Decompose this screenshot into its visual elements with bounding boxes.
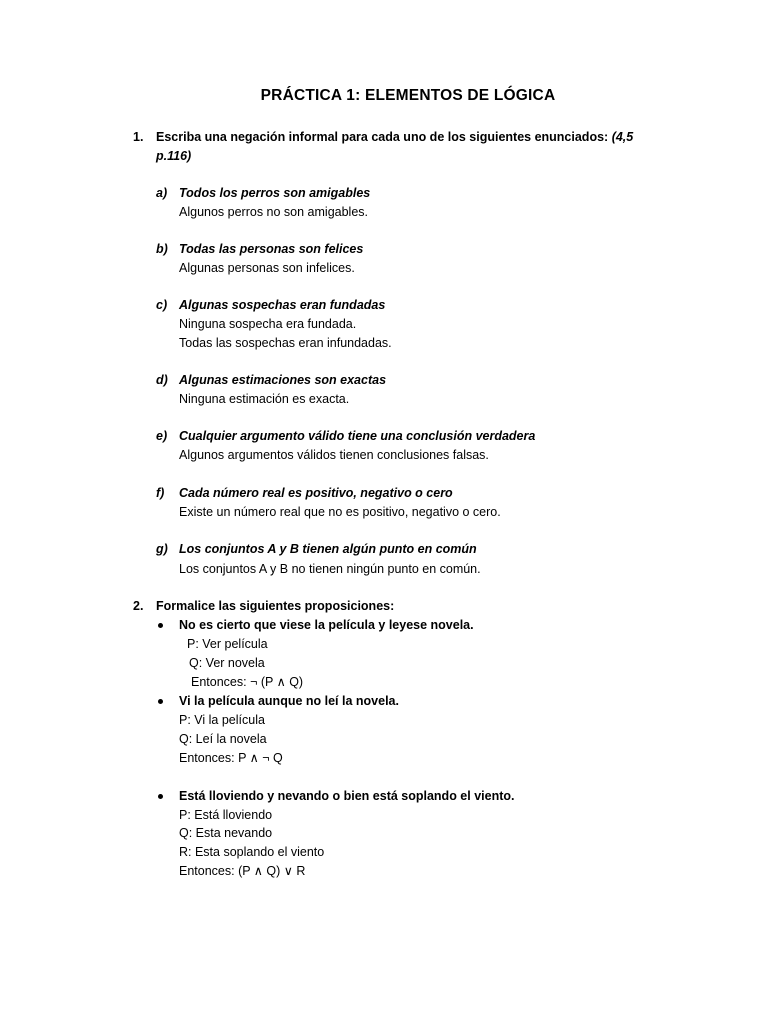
item-g-statement: Los conjuntos A y B tienen algún punto en común [179, 542, 477, 556]
bullet-2-line-1: P: Vi la película [179, 713, 265, 727]
bullet-3-line-4: Entonces: (P ∧ Q) ∨ R [179, 864, 306, 878]
bullet-3-line-3: R: Esta soplando el viento [179, 845, 325, 859]
bullet-2-line-3: Entonces: P ∧ ¬ Q [179, 751, 283, 765]
item-b-answer: Algunas personas son infelices. [179, 261, 355, 275]
item-c-answer-1: Ninguna sospecha era fundada. [179, 317, 357, 331]
bullet-1-line-3: Entonces: ¬ (P ∧ Q) [191, 675, 304, 689]
bullet-3-dot [158, 794, 163, 799]
bullet-2-dot [158, 699, 163, 704]
item-c-letter: c) [156, 298, 168, 312]
item-d-statement: Algunas estimaciones son exactas [179, 373, 387, 387]
item-b-statement: Todas las personas son felices [179, 242, 364, 256]
bullet-1-line-2: Q: Ver novela [189, 656, 265, 670]
bullet-3-line-1: P: Está lloviendo [179, 808, 273, 822]
item-a-letter: a) [156, 186, 168, 200]
bullet-3-statement: Está lloviendo y nevando o bien está soplando el viento. [179, 789, 515, 803]
item-c-answer-2: Todas las sospechas eran infundadas. [179, 336, 392, 350]
bullet-1-line-1: P: Ver película [187, 637, 268, 651]
question-1-number: 1. [133, 130, 144, 144]
item-e-statement: Cualquier argumento válido tiene una conclusión verdadera [179, 429, 536, 443]
question-1-text: Escriba una negación informal para cada uno de los siguientes enunciados: (4,5 [156, 130, 634, 144]
page-title: PRÁCTICA 1: ELEMENTOS DE LÓGICA [260, 87, 556, 104]
item-f-statement: Cada número real es positivo, negativo o cero [179, 486, 453, 500]
item-f-letter: f) [156, 486, 165, 500]
bullet-1-statement: No es cierto que viese la película y leyese novela. [179, 618, 474, 632]
item-d-answer: Ninguna estimación es exacta. [179, 392, 350, 406]
bullet-3-line-2: Q: Esta nevando [179, 826, 273, 840]
item-f-answer: Existe un número real que no es positivo, negativo o cero. [179, 505, 501, 519]
bullet-1-dot [158, 623, 163, 628]
item-c-statement: Algunas sospechas eran fundadas [179, 298, 386, 312]
item-a-statement: Todos los perros son amigables [179, 186, 371, 200]
question-2-text: Formalice las siguientes proposiciones: [156, 599, 395, 613]
item-d-letter: d) [156, 373, 168, 387]
question-2-number: 2. [133, 599, 144, 613]
bullet-2-line-2: Q: Leí la novela [179, 732, 267, 746]
item-g-letter: g) [156, 542, 168, 556]
item-b-letter: b) [156, 242, 168, 256]
item-e-answer: Algunos argumentos válidos tienen conclusiones falsas. [179, 448, 489, 462]
item-g-answer: Los conjuntos A y B no tienen ningún punto en común. [179, 562, 481, 576]
item-e-letter: e) [156, 429, 168, 443]
item-a-answer: Algunos perros no son amigables. [179, 205, 369, 219]
bullet-2-statement: Vi la película aunque no leí la novela. [179, 694, 399, 708]
question-1-reference: p.116) [156, 149, 192, 163]
